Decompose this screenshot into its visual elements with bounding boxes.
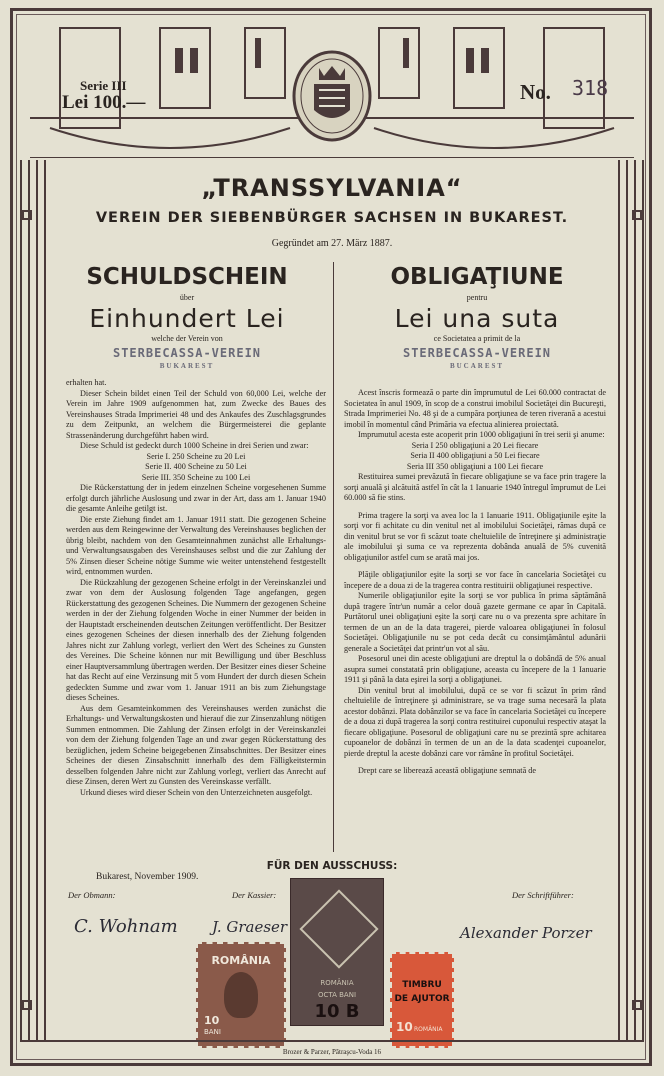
- right-by: ce Societatea a primit de la: [433, 334, 521, 343]
- obmann-label: Der Obmann:: [68, 890, 116, 900]
- right-paragraph: Imprumutul acesta este acoperit prin 1000 obligaţiuni în trei serii şi anume:: [358, 430, 605, 439]
- society-subtitle: VEREIN DER SIEBENBÜRGER SACHSEN IN BUKAREST.: [95, 210, 569, 226]
- right-body: [344, 388, 606, 777]
- right-paragraph: Numerile obligaţiunilor eşite la sorţi se vor publica în prima săptămână după tragere într'un număr a celor două gazete germane ce apar în Capitală. Purtătorul unei obligaţiuni eşite la sorţi care nu o va prezenta spre achitare în termen de un an de la data tragerei, pierde valoarea obligaţiunei în folosul Societăţei. Obligaţiunile nu se pot ceda decât cu consimţământul adunării generale a Societăţei dat printr'un vot al său.: [344, 591, 606, 653]
- left-paragraph: Urkund dieses wird dieser Schein von den Unterzeichneten ausgefolgt.: [80, 787, 313, 797]
- left-pillar-2: [36, 160, 46, 1040]
- center-revenue-stamp: [290, 878, 384, 1026]
- right-paragraph: Restituirea sumei prevăzută în fiecare obligaţiune se va face prin tragere la sorţi anuală şi alcătuită astfel în cât la 1 Ianuarie 1940 întregul împrumut de Lei 60.000 să fie stins.: [344, 472, 606, 502]
- right-paragraph: Din venitul brut al imobilului, după ce se vor fi scăzut în prim rând cheltuielile de întreţinere şi administrare, se va trage suma necesară la plata acestor dobânzi. Plata dobânzilor se va face în cancelaria Societăţei cu începere de a doua zi după tragerea la sorţi contra restituirei cuponului respectiv ataşat la fiecare obligaţiune. Posesorul de obligaţiuni care nu se prezintă spre achitarea cupoanelor de dobânzi în termen de un an de la data scadenţei cupoanelor, pierde dreptul la aceste dobânzi care vor rămâne în profitul Societăţei.: [344, 685, 606, 758]
- stamp-country-label: ROMÂNIA: [414, 1026, 443, 1033]
- left-postage-stamp: [196, 942, 286, 1048]
- left-received: erhalten hat.: [66, 378, 107, 387]
- stamp-value: 10 B: [314, 1001, 360, 1022]
- right-paragraph: Drept care se liberează această obligaţiune semnată de: [358, 766, 536, 775]
- right-over: pentru: [466, 293, 488, 302]
- society-title: „TRANSSYLVANIA“: [201, 174, 463, 202]
- left-holder-city: BUKAREST: [159, 362, 215, 370]
- left-paragraph: Dieser Schein bildet einen Teil der Schuld von 60,000 Lei, welche der Verein im Jahre 1909 aufgenommen hat, zum Zwecke des Baues des Vereinshauses Strada Imprimeriei 48 und des Ankaufes des Zuschlagsgrundes zu dem Zeitpunkt, an welchem die Bürgermeisterei die geplante Strassenänderung durchgeführt haben wird.: [66, 388, 326, 440]
- signature-kassier: J. Graeser: [212, 918, 288, 936]
- committee-heading: FÜR DEN AUSSCHUSS:: [266, 860, 398, 872]
- kassier-label: Der Kassier:: [232, 890, 277, 900]
- left-by: welche der Verein von: [151, 334, 223, 343]
- stamp-value: 10: [204, 1014, 220, 1027]
- right-holder-stamp: STERBECASSA-VEREIN: [402, 346, 552, 360]
- stamp-country-label: ROMÂNIA: [320, 979, 354, 987]
- left-paragraph: Die Rückzahlung der gezogenen Scheine erfolgt in der Vereinskanzlei und zwar von dem der Auslosung folgenden Tage angefangen, gegen Rückerstattung des gezogenen Scheines. Die Nummern der gezogenen Scheine werden in der der Ziehung folgenden Woche in einer Nummer der beiden in der Hauptstadt erscheinenden deutschen Zeitungen veröffentlicht. Der Besitzer eines gezogenen Scheines der diesen innerhalb des der Ziehung folgenden Jahres nicht zur Zahlung vorlegt, verliert den Wert des Scheines zu Gunsten des Vereines. Die Scheine können nur mit Bewilligung und über Beschluss einer Hauptversammlung übertragen werden. Der Besitzer eines dieser Scheine hat das Recht auf eine Verzinsung mit 5 vom Hundert der durch diesen Schein gedeckten Summe und zwar vom 1. Januar 1911 an bis zum Ziehungstage dieses Scheines.: [66, 577, 326, 702]
- right-series-line: Seria II 400 obligaţiuni a 50 Lei fiecare: [410, 451, 540, 460]
- left-heading: SCHULDSCHEIN: [86, 264, 288, 290]
- bottom-ornament: [20, 1040, 644, 1042]
- printer-imprint: Brozer & Parzer, Pătraşcu-Voda 16: [282, 1048, 382, 1056]
- stamp-line1: TIMBRU: [402, 980, 442, 990]
- certificate-number: 318: [572, 76, 609, 100]
- left-series-line: Serie I. 250 Scheine zu 20 Lei: [146, 451, 246, 461]
- left-pillar: [20, 160, 30, 1040]
- right-holder-city: BUCAREST: [449, 362, 505, 370]
- left-series-line: Serie II. 400 Scheine zu 50 Lei: [145, 462, 247, 471]
- stamp-value: 10: [396, 1020, 413, 1034]
- number-label: No.: [520, 80, 551, 104]
- schriftfuehrer-label: Der Schriftführer:: [512, 890, 574, 900]
- left-series-line: Serie III. 350 Scheine zu 100 Lei: [141, 472, 251, 482]
- right-amount: Lei una suta: [394, 304, 560, 333]
- right-heading: OBLIGAŢIUNE: [390, 264, 564, 290]
- signature-schriftfuehrer: Alexander Porzer: [460, 924, 592, 942]
- signature-obmann: C. Wohnam: [74, 916, 178, 937]
- left-paragraph: Diese Schuld ist gedeckt durch 1000 Scheine in drei Serien und zwar:: [80, 441, 309, 450]
- denomination: Lei 100.—: [62, 92, 146, 113]
- right-paragraph: Plăţile obligaţiunilor eşite la sorţi se vor face în cancelaria Societăţei cu începere de a doua zi de la tragerea contra restituirii obligaţiunei respective.: [344, 570, 606, 590]
- right-paragraph: Posesorul unei din aceste obligaţiuni are dreptul la o dobândă de 5% anual asupra sumei constatată prin obligaţiune, aceasta cu începere de la 1 Ianuarie 1911 şi până la data eşirei la sorţi a obligaţiunei.: [344, 654, 606, 684]
- left-paragraph: Die Rückerstattung der in jedem einzelnen Scheine vorgesehenen Summe erfolgt durch jährliche Auslosung und zwar in der Art, dass am 1. Januar 1940 die gesamte Anleihe getilgt ist.: [66, 483, 326, 513]
- stamp-country-label: ROMÂNIA: [211, 954, 271, 967]
- right-paragraph: Acest înscris formează o parte din împrumutul de Lei 60.000 contractat de Societatea în anul 1909, în scop de a construi imobilul Societăţei din Bucureşti, Strada Imprimeriei No. 48 şi de a cumpăra porţiunea de teren riverană a acestui imobil în momentul când Primăria va efectua alinierea proiectată.: [344, 388, 606, 429]
- stamp-unit: BANI: [204, 1028, 221, 1036]
- right-series-line: Seria III 350 obligaţiuni a 100 Lei fiecare: [406, 461, 544, 471]
- stamp-diamond-icon: [299, 889, 378, 968]
- right-series-line: Seria I 250 obligaţiuni a 20 Lei fiecare: [411, 440, 539, 450]
- left-paragraph: Aus dem Gesamteinkommen des Vereinshauses werden zunächst die Erhaltungs- und Verwaltungskosten und hierauf die zur Zinsenzahlung nötigen Summen entnommen. Die Zahlung der Zinsen erfolgt in der Vereinskanzlei von dem der Ziehung folgenden Tage an und zwar gegen Rückerstattung des bezüglichen, jedem Scheine beigegebenen Zinsabschnittes. Der Besitzer eines Scheines der diesen Zinsabschnitt innerhalb des dem Fälligkeitstermin desselben folgenden Jahre nicht zur Zahlung vorlegt, verliert das Anrecht auf diese Zinsen, deren Wert zu Gunsten des Vereinskasse verfällt.: [66, 703, 326, 786]
- left-paragraph: Die erste Ziehung findet am 1. Januar 1911 statt. Die gezogenen Scheine werden aus dem Reingewinne der Verwaltung des Vereinshauses beglichen der übrig bleibt, nachdem von den Gesamteinnahmen zunächst alle Erhaltungs- und Verwaltungsausgaben des Vereinshauses selbst und die zur Zahlung der 5% Zinsen dieser Scheine nötige Summe wie weiter untenstehend festgestellt wird, entnommen wurden.: [66, 514, 326, 576]
- right-pillar-2: [618, 160, 628, 1040]
- left-amount: Einhundert Lei: [89, 304, 285, 333]
- stamp-line2: DE AJUTOR: [394, 994, 450, 1004]
- corner-ornament: [632, 1000, 642, 1010]
- left-over: über: [179, 293, 195, 302]
- right-charity-stamp: [390, 952, 454, 1048]
- corner-ornament: [22, 1000, 32, 1010]
- right-pillar: [634, 160, 644, 1040]
- founded-date: Gegründet am 27. März 1887.: [271, 238, 393, 249]
- serie-label: Serie III: [80, 78, 127, 93]
- left-holder-stamp: STERBECASSA-VEREIN: [112, 346, 262, 360]
- place-date: Bukarest, November 1909.: [96, 872, 199, 882]
- coat-of-arms-emblem: [289, 44, 375, 144]
- left-body: [66, 378, 326, 798]
- king-portrait-icon: [224, 972, 258, 1018]
- column-divider: [333, 262, 334, 852]
- stamp-subtext: OCTA BANI: [317, 991, 357, 999]
- right-paragraph: Prima tragere la sorţi va avea loc la 1 Ianuarie 1911. Obligaţiunile eşite la sorţi vor fi achitate cu din venitul net al imobilului Societăţei, rămas după ce din venitul brut se vor fi scăzut toate cheltuielile de întreţinere şi administraţie ale imobilului şi suma ce va reprezenta dobânda anuală de 5% cuvenită obligaţiunilor astfel cum se arată mai jos.: [344, 510, 606, 562]
